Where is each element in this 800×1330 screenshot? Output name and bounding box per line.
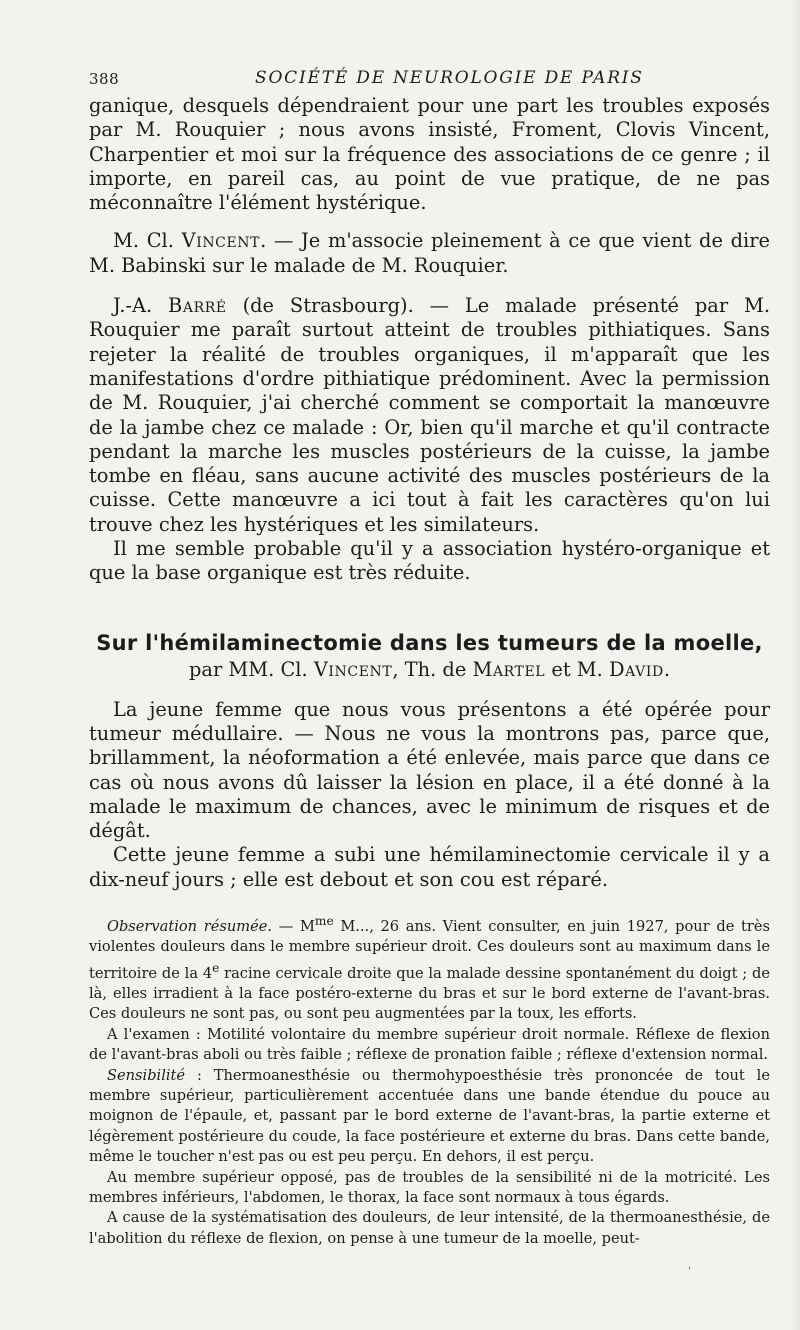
vincent-remark <box>89 229 770 278</box>
author-martel: Martel <box>472 657 546 681</box>
observation-conclusion: A cause de la systématisation des douleurs, de leur intensité, de la thermoanesthésie, de l'abolition du réflexe de flexion, on pense à une tumeur de la moelle, peut- <box>89 1209 770 1247</box>
observation-label: Observation résumée. <box>107 917 273 935</box>
observation-intro-c: racine cervicale droite que la malade dessine spontanément du doigt ; de là, elles irradient à la face postéro-externe du bras et sur le bord externe de l'avant-bras. Ces douleurs ne sont pas, ou sont peu augmentées par la toux, les efforts. <box>89 964 770 1023</box>
byline-et: et M. <box>545 657 609 681</box>
observation-intro-sup: me <box>314 914 334 929</box>
vincent-text: . — Je m'associe pleinement à ce que vient de dire M. Babinski sur le malade de M. Rouquier. <box>89 229 770 277</box>
barre-name: Barré <box>168 294 227 318</box>
vincent-prefix: M. Cl. <box>113 229 182 253</box>
observation-exam: A l'examen : Motilité volontaire du membre supérieur droit normale. Réflexe de flexion de l'avant-bras aboli ou très faible ; réflexe de pronation faible ; réflexe d'extension normal. <box>89 1025 770 1064</box>
barre-conclusion: Il me semble probable qu'il y a association hystéro-organique et que la base organique est très réduite. <box>89 537 770 585</box>
article-title: Sur l'hémilaminectomie dans les tumeurs de la moelle, <box>96 630 763 655</box>
page-number: 388 <box>89 70 120 88</box>
margin-mark: ' <box>688 1266 691 1277</box>
vincent-name: Vincent <box>181 229 261 253</box>
byline-par: par MM. Cl. <box>189 657 314 681</box>
byline-end: . <box>663 657 670 681</box>
page-edge-shadow <box>790 0 800 1330</box>
byline-th: , Th. de <box>392 657 473 681</box>
sensibility-text: : Thermoanesthésie ou thermohypoesthésie très prononcée de tout le membre supérieur, particulièrement accentuée dans une bande étendue du pouce au moignon de l'épaule, et, passant par le bord externe de l'avant-bras, la partie externe et légèrement postérieure du coude, la face postérieure et externe du bras. Dans cette bande, même le toucher n'est pas ou est peu perçu. En dehors, il est perçu. <box>89 1066 770 1166</box>
page-header <box>89 64 770 94</box>
article-byline <box>89 657 770 682</box>
author-david: David <box>608 657 664 681</box>
article-paragraph-1: La jeune femme que nous vous présentons a été opérée pour tumeur médullaire. — Nous ne vous la montrons pas, parce que, brillamment, la néoformation a été enlevée, mais parce que dans ce cas où nous avons dû laisser la lésion en place, il a été donné à la malade le maximum de chances, avec le minimum de risques et de dégât. <box>89 697 770 843</box>
running-title: SOCIÉTÉ DE NEUROLOGIE DE PARIS <box>255 68 644 88</box>
babinski-paragraph: ganique, desquels dépendraient pour une part les troubles exposés par M. Rouquier ; nous avons insisté, Froment, Clovis Vincent, Charpentier et moi sur la fréquence des associations de ce genre ; il importe, en pareil cas, au point de vue pratique, de ne pas méconnaître l'élément hystérique. <box>89 94 770 215</box>
article-paragraph-2: Cette jeune femme a subi une hémilaminectomie cervicale il y a dix-neuf jours ; elle est debout et son cou est réparé. <box>89 843 770 891</box>
observation-intro-b: M..., 26 ans. Vient consulter, en juin 1927, pour de très violentes douleurs dans le membre supérieur droit. Ces douleurs sont au maximum dans le territoire de la 4 <box>89 917 770 982</box>
observation-sensibility <box>89 1066 770 1168</box>
barre-remark <box>89 294 770 537</box>
author-vincent: Vincent <box>313 657 393 681</box>
sensibility-label: Sensibilité <box>107 1066 186 1084</box>
observation-intro-a: — M <box>272 917 315 935</box>
observation-intro <box>89 911 770 1025</box>
barre-prefix: J.-A. <box>113 294 169 318</box>
barre-text: (de Strasbourg). — Le malade présenté par M. Rouquier me paraît surtout atteint de troubles pithiatiques. Sans rejeter la réalité de troubles organiques, il m'apparaît que les manifestations d'ordre pithiatique prédominent. Avec la permission de M. Rouquier, j'ai cherché comment se comportait la manœuvre de la jambe chez ce malade : Or, bien qu'il marche et qu'il contracte pendant la marche les muscles postérieurs de la cuisse, la jambe tombe en fléau, sans aucune activité des muscles postérieurs de la cuisse. Cette manœuvre a ici tout à fait les caractères qu'on lui trouve chez les hystériques et les similateurs. <box>89 294 770 536</box>
observation-opposite: Au membre supérieur opposé, pas de troubles de la sensibilité ni de la motricité. Les membres inférieurs, l'abdomen, le thorax, la face sont normaux à tous égards. <box>89 1168 770 1207</box>
observation-intro-sup2: e <box>212 960 220 975</box>
